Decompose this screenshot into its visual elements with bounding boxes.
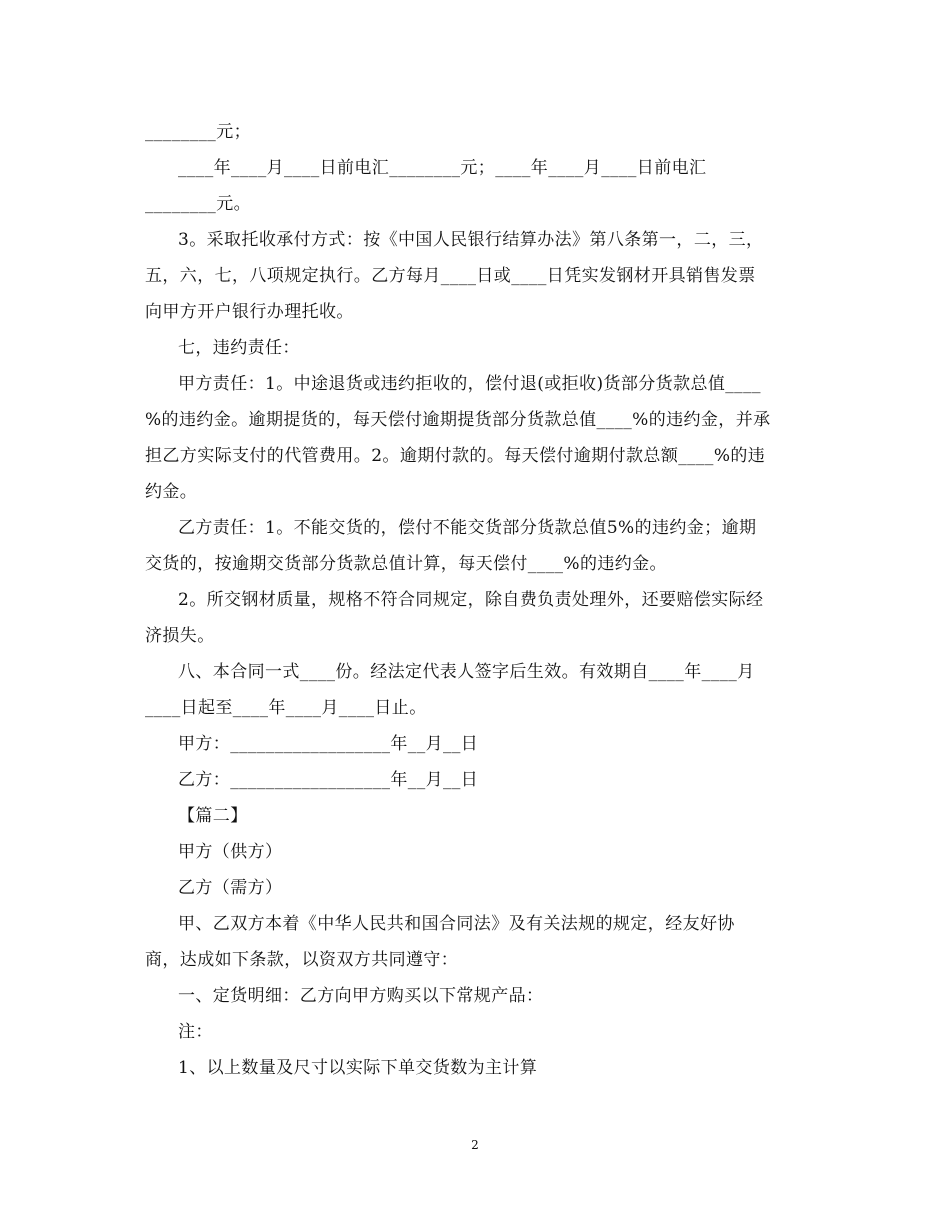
text-line: 约金。 — [145, 482, 198, 502]
text-line: 甲、乙双方本着《中华人民共和国合同法》及有关法规的规定，经友好协 — [178, 914, 735, 934]
text-line: 甲方（供方） — [178, 842, 283, 862]
text-line: %的违约金。逾期提货的，每天偿付逾期提货部分货款总值____%的违约金，并承 — [145, 410, 771, 430]
text-line: 3。采取托收承付方式：按《中国人民银行结算办法》第八条第一，二，三， — [178, 230, 764, 250]
page-number: 2 — [471, 1138, 479, 1152]
text-line: ____年____月____日前电汇________元；____年____月____日前电汇 — [178, 158, 707, 178]
text-line: 八、本合同一式____份。经法定代表人签字后生效。有效期自____年____月 — [178, 662, 755, 682]
text-line: 2。所交钢材质量，规格不符合同规定，除自费负责处理外，还要赔偿实际经 — [178, 590, 764, 610]
text-line: 济损失。 — [145, 626, 215, 646]
text-line: 一、定货明细：乙方向甲方购买以下常规产品： — [178, 986, 544, 1006]
text-line: ________元； — [145, 122, 251, 142]
section-heading: 七，违约责任： — [178, 338, 300, 358]
text-line: ____日起至____年____月____日止。 — [145, 698, 427, 718]
text-line: 交货的，按逾期交货部分货款总值计算，每天偿付____%的违约金。 — [145, 554, 667, 574]
signature-line-party-a: 甲方：__________________年__月__日 — [178, 734, 479, 754]
text-line: 注： — [178, 1022, 213, 1042]
text-line: 商，达成如下条款，以资双方共同遵守： — [145, 950, 459, 970]
signature-line-party-b: 乙方：__________________年__月__日 — [178, 770, 479, 790]
text-line: 乙方责任：1。不能交货的，偿付不能交货部分货款总值5%的违约金；逾期 — [178, 518, 757, 538]
text-line: ________元。 — [145, 194, 251, 214]
text-line: 1、以上数量及尺寸以实际下单交货数为主计算 — [178, 1058, 538, 1078]
text-line: 五，六，七，八项规定执行。乙方每月____日或____日凭实发钢材开具销售发票 — [145, 266, 756, 286]
text-line: 向甲方开户银行办理托收。 — [145, 302, 354, 322]
section-heading: 【篇二】 — [178, 806, 248, 826]
text-line: 担乙方实际支付的代管费用。2。逾期付款的。每天偿付逾期付款总额____%的违 — [145, 446, 766, 466]
text-line: 乙方（需方） — [178, 878, 283, 898]
text-line: 甲方责任：1。中途退货或违约拒收的，偿付退(或拒收)货部分货款总值____ — [178, 374, 761, 394]
